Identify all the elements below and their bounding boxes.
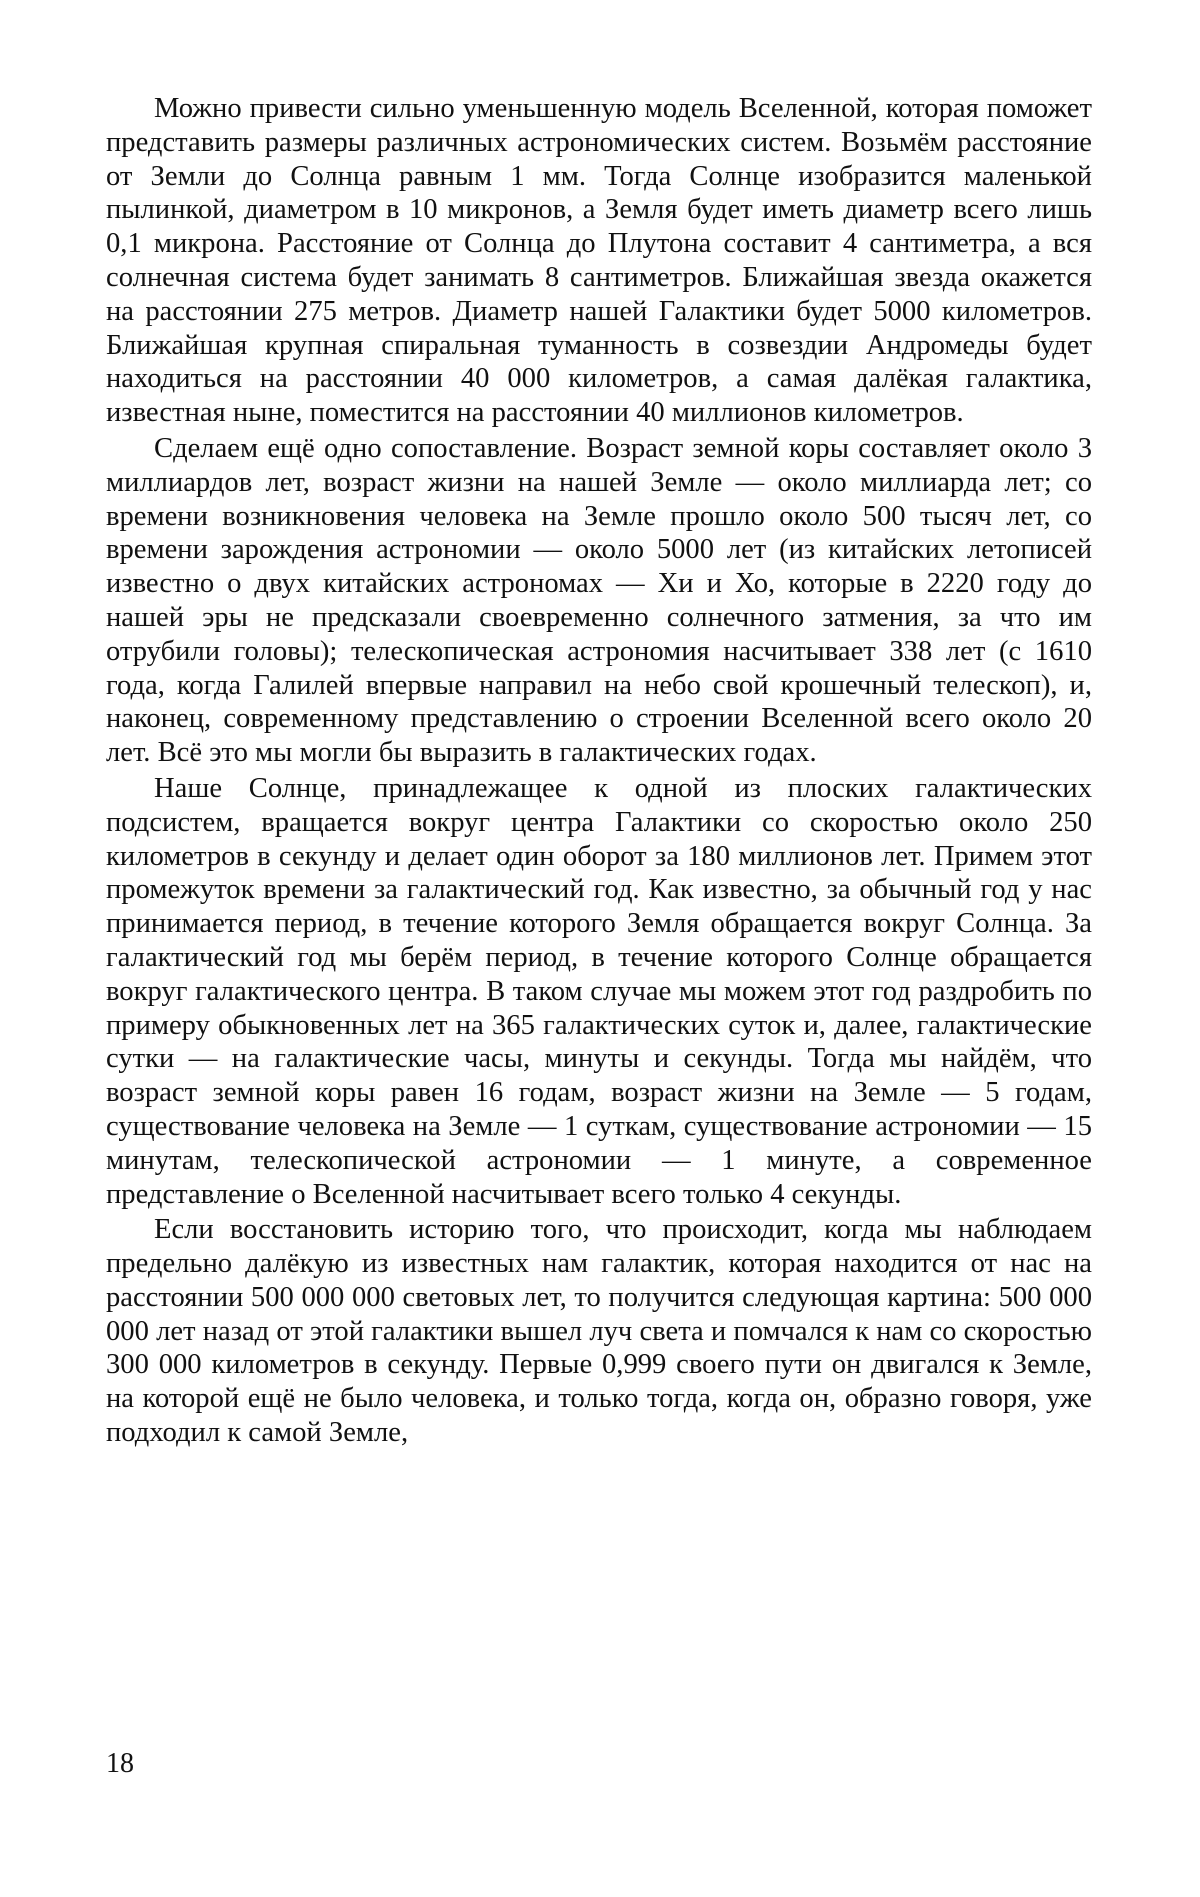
body-text: [106, 92, 1092, 1452]
paragraph-galactic-year: Наше Солнце, принадлежащее к одной из плоских галактических подсистем, вращается вокруг центра Галактики со скоростью около 250 километров в секунду и делает один оборот за 180 миллионов лет. Примем этот промежуток времени за галактический год. Как известно, за обычный год у нас принимается период, в течение которого Земля обращается вокруг Солнца. За галактический год мы берём период, в течение которого Солнце обращается вокруг галактического центра. В таком случае мы можем этот год раздробить по примеру обыкновенных лет на 365 галактических суток и, далее, галактические сутки — на галактические часы, минуты и секунды. Тогда мы найдём, что возраст земной коры равен 16 годам, возраст жизни на Земле — 5 годам, существование человека на Земле — 1 суткам, существование астрономии — 15 минутам, телескопической астрономии — 1 минуте, а современное представление о Вселенной насчитывает всего только 4 секунды.: [106, 772, 1092, 1210]
paragraph-universe-model: Можно привести сильно уменьшенную модель Вселенной, которая поможет представить размеры различных астрономических систем. Возьмём расстояние от Земли до Солнца равным 1 мм. Тогда Солнце изобразится маленькой пылинкой, диаметром в 10 микронов, а Земля будет иметь диаметр всего лишь 0,1 микрона. Расстояние от Солнца до Плутона составит 4 сантиметра, а вся солнечная система будет занимать 8 сантиметров. Ближайшая звезда окажется на расстоянии 275 метров. Диаметр нашей Галактики будет 5000 километров. Ближайшая крупная спиральная туманность в созвездии Андромеды будет находиться на расстоянии 40 000 километров, а самая далёкая галактика, известная ныне, поместится на расстоянии 40 миллионов километров.: [106, 93, 1092, 429]
paragraph-light-ray: Если восстановить историю того, что происходит, когда мы наблюдаем предельно далёкую из известных нам галактик, которая находится от нас на расстоянии 500 000 000 световых лет, то получится следующая картина: 500 000 000 лет назад от этой галактики вышел луч света и помчался к нам со скоростью 300 000 километров в секунду. Первые 0,999 своего пути он двигался к Земле, на которой ещё не было человека, и только тогда, когда он, образно говоря, уже подходил к самой Земле,: [106, 1214, 1092, 1449]
paragraph-age-comparison: Сделаем ещё одно сопоставление. Возраст земной коры составляет около 3 миллиардов лет, возраст жизни на нашей Земле — около миллиарда лет; со времени возникновения человека на Земле прошло около 500 тысяч лет, со времени зарождения астрономии — около 5000 лет (из китайских летописей известно о двух китайских астрономах — Хи и Хо, которые в 2220 году до нашей эры не предсказали своевременно солнечного затмения, за что им отрубили головы); телескопическая астрономия насчитывает 338 лет (с 1610 года, когда Галилей впервые направил на небо свой крошечный телескоп), и, наконец, современному представлению о строении Вселенной всего около 20 лет. Всё это мы могли бы выразить в галактических годах.: [106, 432, 1092, 769]
page-number: 18: [106, 1748, 134, 1779]
